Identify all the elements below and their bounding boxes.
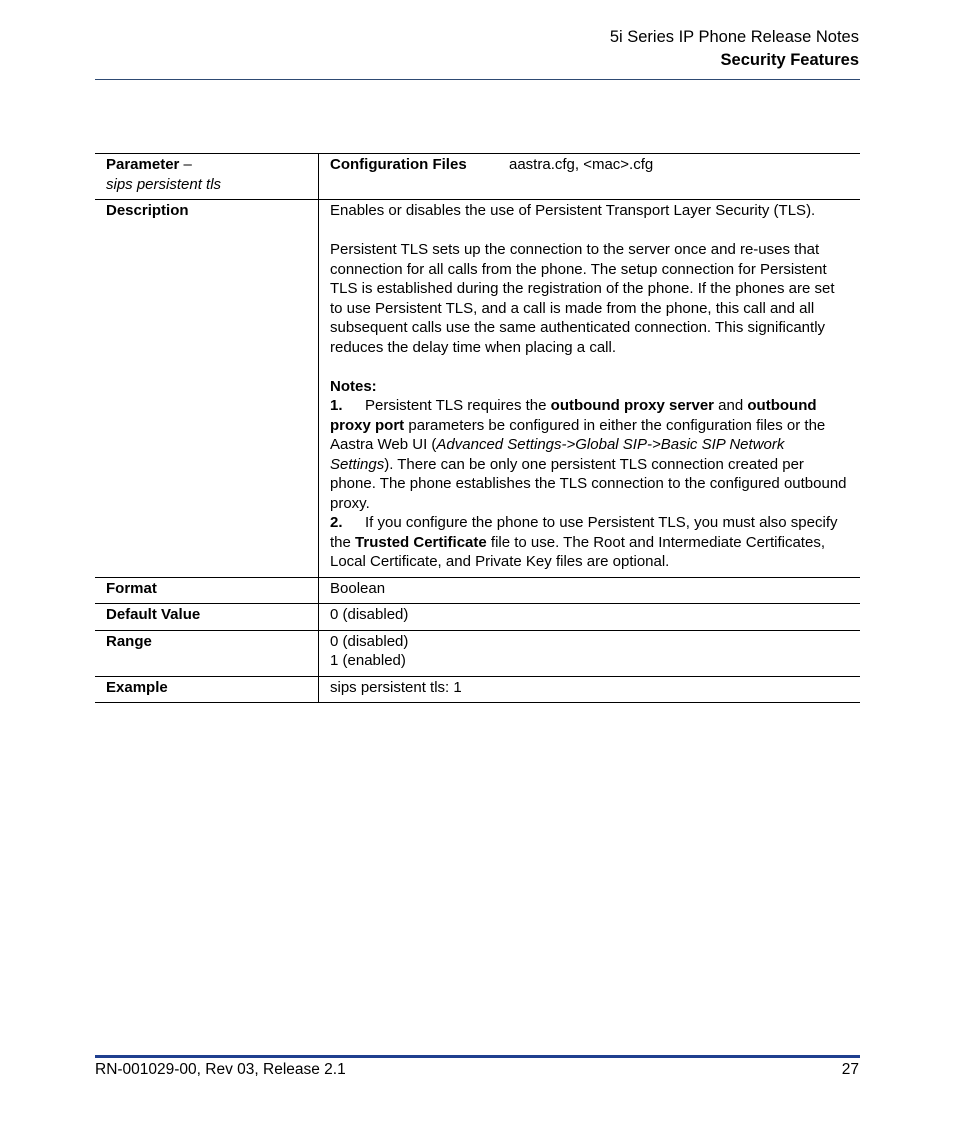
range-value-0: 0 (disabled) — [330, 632, 409, 650]
note-1-text-a: Persistent TLS requires the — [365, 397, 551, 414]
default-value: 0 (disabled) — [319, 604, 861, 631]
example-value: sips persistent tls: 1 — [319, 676, 861, 703]
parameter-name: sips persistent tls — [106, 175, 222, 193]
table-row-range — [95, 630, 860, 676]
note-1-text-d: ). There can be only one persistent TLS connection created per phone. The phone establishes the TLS connection to the configured outbound proxy. — [330, 455, 847, 512]
page-header — [95, 26, 859, 72]
note-1-number: 1. — [330, 397, 343, 414]
footer-divider — [95, 1055, 860, 1058]
table-row-example — [95, 676, 860, 703]
description-label: Description — [95, 200, 319, 578]
footer-page-number: 27 — [841, 1061, 859, 1078]
parameter-table — [95, 153, 860, 703]
config-files-label: Configuration Files — [330, 156, 467, 173]
example-label: Example — [95, 676, 319, 703]
config-files-value: aastra.cfg, <mac>.cfg — [509, 156, 654, 173]
format-value: Boolean — [319, 577, 861, 604]
default-value-label: Default Value — [95, 604, 319, 631]
table-row-default-value — [95, 604, 860, 631]
note-1-bold-a: outbound proxy server — [550, 397, 715, 414]
note-2-text-a: If you configure the phone to use Persistent TLS, you must also specify the — [330, 514, 838, 551]
note-2-number: 2. — [330, 514, 343, 531]
parameter-label: Parameter — [106, 156, 180, 173]
note-1 — [330, 396, 850, 513]
description-cell — [319, 200, 861, 578]
config-files-cell — [319, 154, 861, 200]
range-label: Range — [95, 630, 319, 676]
note-2-bold-a: Trusted Certificate — [355, 533, 487, 551]
description-paragraph-2: Persistent TLS sets up the connection to the server once and re-uses that connection for all calls from the phone. The setup connection for Persistent TLS is established during the registration of the phone. If the phones are set to use Persistent TLS, and a call is made from the phone, this call and all subsequent calls use the same authenticated connection. This significantly reduces the delay time when placing a call. — [330, 241, 835, 356]
table-row-description — [95, 200, 860, 578]
section-title: Security Features — [720, 51, 859, 69]
range-cell — [319, 630, 861, 676]
note-2 — [330, 513, 850, 572]
table-row-parameter — [95, 154, 860, 200]
notes-heading: Notes: — [330, 377, 377, 395]
note-1-text-b: and — [714, 397, 748, 414]
table-row-format — [95, 577, 860, 604]
format-label: Format — [95, 577, 319, 604]
note-1-italic-path: Advanced Settings->Global SIP->Basic SIP Network Settings — [330, 436, 785, 473]
parameter-label-cell — [95, 154, 319, 200]
parameter-dash: – — [179, 156, 192, 173]
header-divider — [95, 79, 860, 80]
range-value-1: 1 (enabled) — [330, 652, 406, 669]
description-paragraph-1: Enables or disables the use of Persistent Transport Layer Security (TLS). — [330, 202, 816, 219]
note-2-text-b: file to use. The Root and Intermediate Certificates, Local Certificate, and Private Key files are optional. — [330, 533, 825, 570]
note-1-bold-b: outbound proxy port — [330, 397, 817, 434]
document-title: 5i Series IP Phone Release Notes — [609, 28, 859, 46]
note-1-text-c: parameters be configured in either the configuration files or the Aastra Web UI ( — [330, 416, 826, 453]
footer-document-id: RN-001029-00, Rev 03, Release 2.1 — [95, 1061, 346, 1078]
